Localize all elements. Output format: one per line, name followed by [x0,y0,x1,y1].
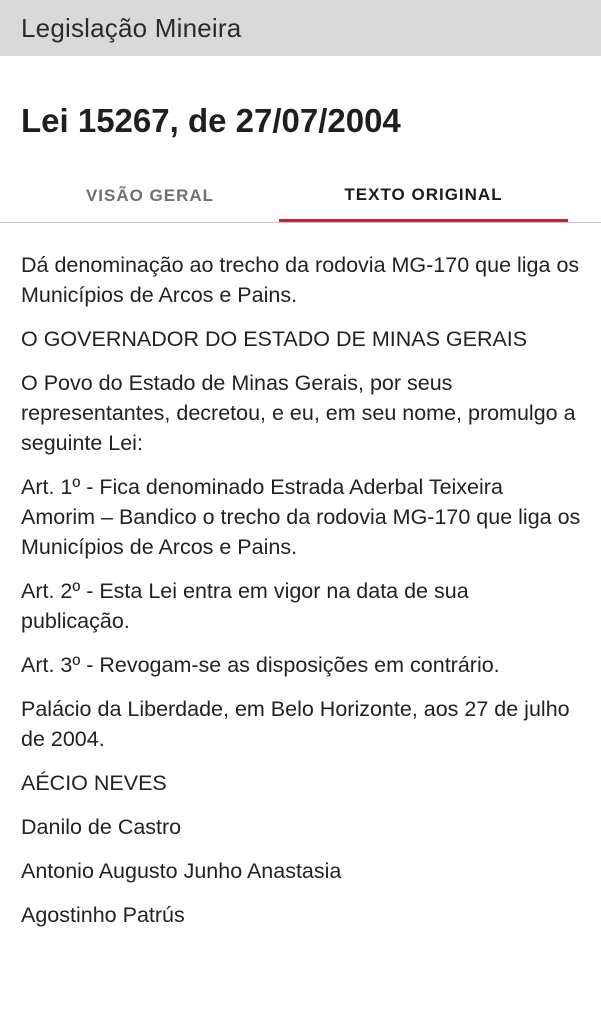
signatory-2: Antonio Augusto Junho Anastasia [21,859,342,883]
article-1: Art. 1º - Fica denominado Estrada Aderbal Teixeira Amorim – Bandico o trecho da rodovia MG-170 que liga os Municípios de Arcos e Pains. [21,475,581,559]
tab-texto-original[interactable]: TEXTO ORIGINAL [279,170,568,222]
law-summary: Dá denominação ao trecho da rodovia MG-170 que liga os Municípios de Arcos e Pains. [21,253,580,307]
tab-bar [0,170,601,223]
enactment-clause: O Povo do Estado de Minas Gerais, por seus representantes, decretou, e eu, em seu nome, promulgo a seguinte Lei: [21,371,576,455]
law-title: Lei 15267, de 27/07/2004 [21,102,401,139]
article-3: Art. 3º - Revogam-se as disposições em contrário. [21,653,500,677]
signing-place-date: Palácio da Liberdade, em Belo Horizonte, aos 27 de julho de 2004. [21,697,570,751]
governor-heading: O GOVERNADOR DO ESTADO DE MINAS GERAIS [21,327,528,351]
signatory-governor: AÉCIO NEVES [21,771,167,795]
app-title: Legislação Mineira [21,12,242,43]
law-text [21,250,581,944]
tab-visao-geral[interactable]: VISÃO GERAL [85,186,215,205]
article-2: Art. 2º - Esta Lei entra em vigor na data de sua publicação. [21,579,469,633]
app-header [0,0,601,56]
signatory-3: Agostinho Patrús [21,903,185,927]
signatory-1: Danilo de Castro [21,815,182,839]
